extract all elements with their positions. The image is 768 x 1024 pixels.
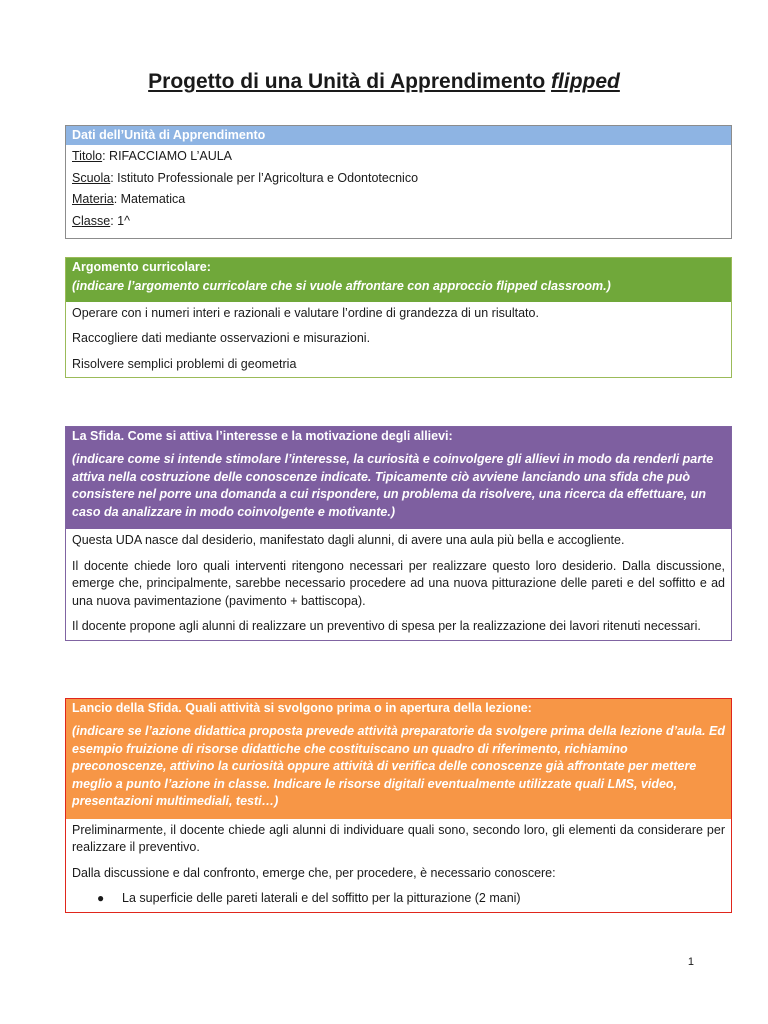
- label-titolo: Titolo: [72, 149, 103, 163]
- bullet-icon: ●: [97, 891, 105, 905]
- argomento-body: [66, 302, 731, 378]
- label-scuola: Scuola: [72, 170, 111, 185]
- sfida-header: [66, 427, 731, 529]
- lancio-section: [65, 698, 732, 913]
- list-item-text: La superficie delle pareti laterali e del soffitto per la pitturazione (2 mani): [122, 891, 521, 905]
- page-number: 1: [687, 956, 694, 968]
- dati-section: [65, 125, 732, 239]
- argomento-header: [66, 258, 731, 302]
- page-title: [0, 70, 768, 94]
- title-main: Progetto di una Unità di Apprendimento: [148, 70, 546, 93]
- argomento-paragraph: Risolvere semplici problemi di geometria: [72, 356, 297, 371]
- label-classe: Classe: [72, 213, 111, 228]
- sfida-body: [66, 529, 731, 640]
- sfida-paragraph: Il docente propone agli alunni di realizzare un preventivo di spesa per la realizzazione dei lavori ritenuti necessari.: [72, 619, 701, 633]
- dati-header: Dati dell’Unità di Apprendimento: [66, 126, 731, 145]
- value-scuola: : Istituto Professionale per l’Agricoltura e Odontotecnico: [110, 170, 419, 185]
- argomento-paragraph: Operare con i numeri interi e razionali e valutare l’ordine di grandezza di un risultato.: [72, 305, 539, 320]
- lancio-title: Lancio della Sfida. Quali attività si svolgono prima o in apertura della lezione:: [72, 701, 532, 715]
- list-item: [97, 890, 725, 908]
- lancio-paragraph: Preliminarmente, il docente chiede agli alunni di individuare quali sono, secondo loro, gli elementi da considerare per realizzare il preventivo.: [72, 822, 725, 854]
- sfida-paragraph: Questa UDA nasce dal desiderio, manifestato dagli alunni, di avere una aula più bella e accogliente.: [72, 533, 625, 547]
- value-classe: : 1^: [110, 213, 130, 228]
- lancio-body: [66, 819, 731, 912]
- sfida-section: [65, 426, 732, 641]
- dati-body: [66, 145, 731, 238]
- dati-row-titolo: [72, 148, 725, 166]
- dati-row-classe: [72, 213, 725, 231]
- argomento-section: [65, 257, 732, 378]
- title-italic: flipped: [551, 70, 620, 93]
- lancio-header: [66, 699, 731, 819]
- sfida-hint: (indicare come si intende stimolare l’interesse, la curiosità e coinvolgere gli allievi in modo da renderli parte attiva nella costruzione delle conoscenze indicate. Tipicamente ciò avviene lanciando una sfida che può consistere nel porre una domanda a cui rispondere, un problema da risolvere, una ricerca da effettuare, un caso da analizzare in modo coinvolgente e motivante.): [72, 452, 714, 519]
- argomento-title: Argomento curricolare:: [72, 260, 211, 274]
- value-titolo: : RIFACCIAMO L’AULA: [102, 149, 233, 163]
- dati-row-materia: [72, 191, 725, 209]
- lancio-hint: (indicare se l’azione didattica proposta prevede attività preparatorie da svolgere prima della lezione d’aula. Ed esempio fruizione di risorse didattiche che costituiscano un quadro di riferimento, richiamino preconoscenze, attivino la curiosità oppure attività di verifica delle conoscenze già affrontate per mettere meglio a punto l’azione in classe. Indicare le risorse digitali eventualmente utilizzate quali LMS, video, presentazioni multimediali, testi…): [72, 724, 725, 808]
- sfida-title: La Sfida. Come si attiva l’interesse e la motivazione degli allievi:: [72, 429, 453, 443]
- argomento-hint: (indicare l’argomento curricolare che si vuole affrontare con approccio flipped classroom.): [72, 279, 611, 293]
- sfida-paragraph: Il docente chiede loro quali interventi ritengono necessari per realizzare questo loro desiderio. Dalla discussione, emerge che, principalmente, sarebbe necessario procedere ad una nuova pitturazione delle pareti e del soffitto e ad una nuova pavimentazione (pavimento + battiscopa).: [72, 558, 725, 608]
- lancio-paragraph: Dalla discussione e dal confronto, emerge che, per procedere, è necessario conoscere:: [72, 865, 556, 880]
- value-materia: : Matematica: [113, 192, 186, 206]
- dati-row-scuola: [72, 170, 725, 188]
- argomento-paragraph: Raccogliere dati mediante osservazioni e misurazioni.: [72, 331, 371, 345]
- label-materia: Materia: [72, 192, 114, 206]
